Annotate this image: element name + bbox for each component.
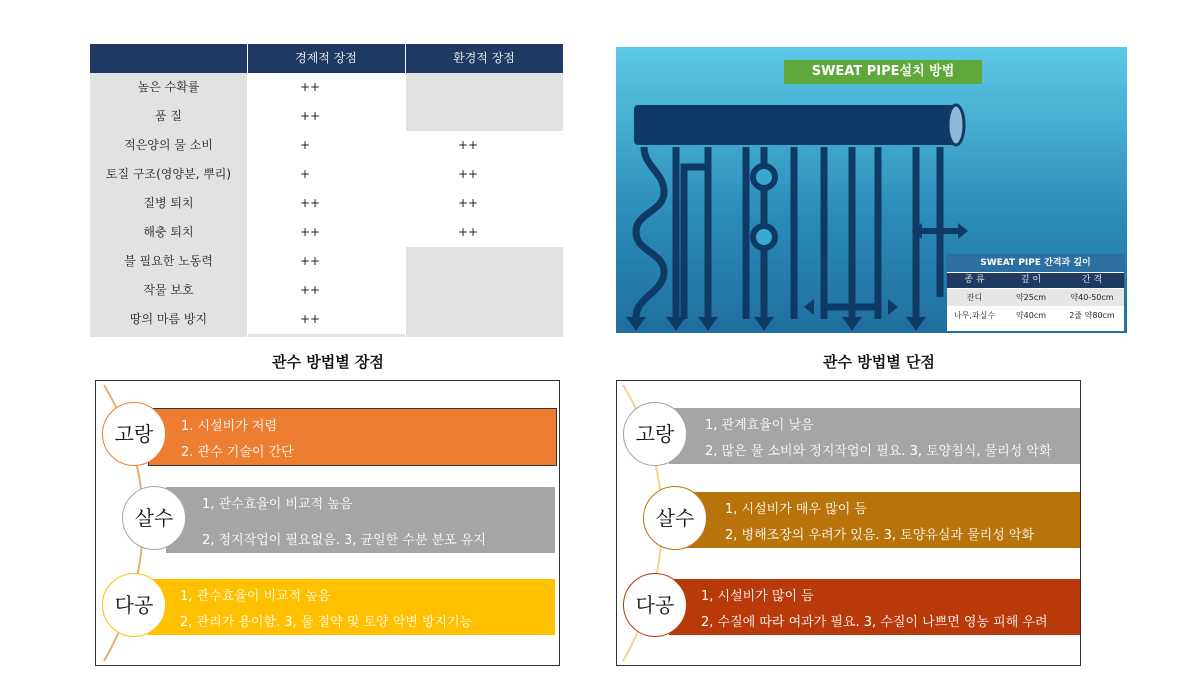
inset-header-cell: 종 류 (964, 275, 985, 285)
inset-cell: 약40cm (1015, 311, 1047, 320)
row-label: 적은양의 물 소비 (124, 138, 213, 152)
arrow-down (626, 317, 646, 331)
row-value: ++ (458, 138, 479, 152)
row-value (458, 73, 558, 102)
table-header (90, 44, 563, 73)
row-value (458, 305, 558, 334)
inset-header-cell: 간 격 (1081, 275, 1103, 285)
row-label: 높은 수확률 (137, 80, 200, 94)
method-bar (687, 492, 1081, 548)
method-line: 2, 병해조장의 우려가 있음. 3, 토양유실과 물리성 악화 (725, 528, 1035, 543)
branch-pipe (684, 167, 708, 319)
method-circle: 살수 (122, 486, 186, 550)
method-circle: 다공 (102, 573, 166, 637)
method-circle: 다공 (623, 573, 687, 637)
method-line: 2, 수질에 따라 여과가 필요. 3, 수질이 나쁘면 영농 피해 우려 (701, 615, 1048, 630)
method-circle: 고랑 (102, 402, 166, 466)
table-row (90, 131, 563, 160)
advantages-caption: 관수 방법별 장점 (272, 353, 384, 371)
disadvantages-panel (616, 380, 1081, 666)
arrow-down (906, 317, 926, 331)
row-label: 질병 퇴치 (143, 196, 194, 210)
table-row (90, 305, 563, 334)
row-value: + (300, 138, 311, 152)
pipe-end (948, 105, 964, 145)
table-row (90, 218, 563, 247)
row-value: ++ (300, 312, 321, 326)
inset-row (947, 289, 1124, 306)
arrow-down (842, 317, 862, 331)
table-divider (247, 44, 248, 337)
table-row (90, 247, 563, 276)
method-line: 2. 관수 기술이 간단 (181, 445, 294, 460)
inset-title: SWEAT PIPE 간격과 깊이 (947, 255, 1124, 272)
inset-cell: 2줄 약80cm (1069, 311, 1115, 320)
row-value (458, 247, 558, 276)
header-environmental: 환경적 장점 (453, 51, 515, 65)
method-line: 2, 많은 물 소비와 정지작업이 필요. 3, 토양침식, 물리성 악화 (705, 444, 1052, 459)
inset-cell: 나무,과실수 (953, 311, 996, 320)
valve-ring (753, 226, 775, 248)
inset-row (947, 307, 1124, 324)
spacing-depth-table (946, 254, 1125, 332)
method-line: 1, 시설비가 많이 듬 (701, 589, 814, 604)
arrow-down (698, 317, 718, 331)
row-value: ++ (458, 225, 479, 239)
row-label: 해충 퇴치 (143, 225, 194, 239)
row-value: + (300, 167, 311, 181)
row-label: 작물 보호 (143, 283, 194, 297)
table-row (90, 102, 563, 131)
method-line: 1, 관수효율이 비교적 높음 (180, 589, 331, 604)
inset-cell: 약40-50cm (1070, 293, 1114, 302)
method-line: 1, 관계효율이 낮음 (705, 418, 814, 433)
row-value: ++ (300, 196, 321, 210)
inset-header (947, 273, 1124, 288)
picture-title: SWEAT PIPE설치 방법 (784, 60, 982, 84)
method-line: 1, 관수효율이 비교적 높음 (202, 497, 353, 512)
table-row (90, 160, 563, 189)
valve-ring (753, 166, 775, 188)
snake-branch (636, 147, 664, 317)
row-value (458, 276, 558, 305)
row-value: ++ (458, 196, 479, 210)
disadvantages-caption: 관수 방법별 단점 (823, 353, 935, 371)
row-value (458, 102, 558, 131)
method-line: 1, 시설비가 매우 많이 듬 (725, 502, 867, 517)
method-line: 2, 관리가 용이함. 3, 물 절약 및 토양 악변 방지기능 (180, 615, 473, 630)
inset-header-cell: 깊 이 (1020, 275, 1042, 285)
arrow-left (804, 299, 814, 315)
method-line: 2, 정지작업이 필요없음. 3, 균일한 수분 분포 유지 (202, 533, 486, 548)
method-bar (166, 487, 555, 553)
row-value: ++ (300, 254, 321, 268)
main-pipe (634, 105, 956, 145)
sweat-pipe-illustration (616, 47, 1127, 333)
method-line: 1. 시설비가 저렴 (181, 419, 278, 434)
arrow-shaft (920, 228, 960, 234)
row-label: 불 필요한 노동력 (124, 254, 213, 268)
advantages-panel (95, 380, 560, 666)
table-row (90, 73, 563, 102)
row-label: 토질 구조(영양분, 뿌리) (105, 167, 232, 181)
arrow-right (888, 299, 898, 315)
inset-cell: 잔디 (966, 293, 983, 302)
method-circle: 살수 (643, 486, 707, 550)
table-row (90, 276, 563, 305)
header-economic: 경제적 장점 (295, 51, 357, 65)
row-label: 품 질 (155, 109, 182, 123)
advantages-table (90, 44, 563, 337)
row-value: ++ (300, 109, 321, 123)
row-value: ++ (300, 283, 321, 297)
row-value: ++ (300, 225, 321, 239)
method-bar (148, 579, 555, 635)
table-row (90, 189, 563, 218)
row-label: 땅의 마름 방지 (129, 312, 208, 326)
method-bar (148, 408, 557, 466)
inset-cell: 약25cm (1015, 293, 1047, 302)
row-value: ++ (458, 167, 479, 181)
table-divider (405, 44, 406, 337)
row-value: ++ (300, 80, 321, 94)
method-bar (669, 579, 1081, 635)
arrow-down (754, 317, 774, 331)
method-circle: 고랑 (623, 402, 687, 466)
arrow-down (666, 317, 686, 331)
method-bar (669, 408, 1081, 464)
